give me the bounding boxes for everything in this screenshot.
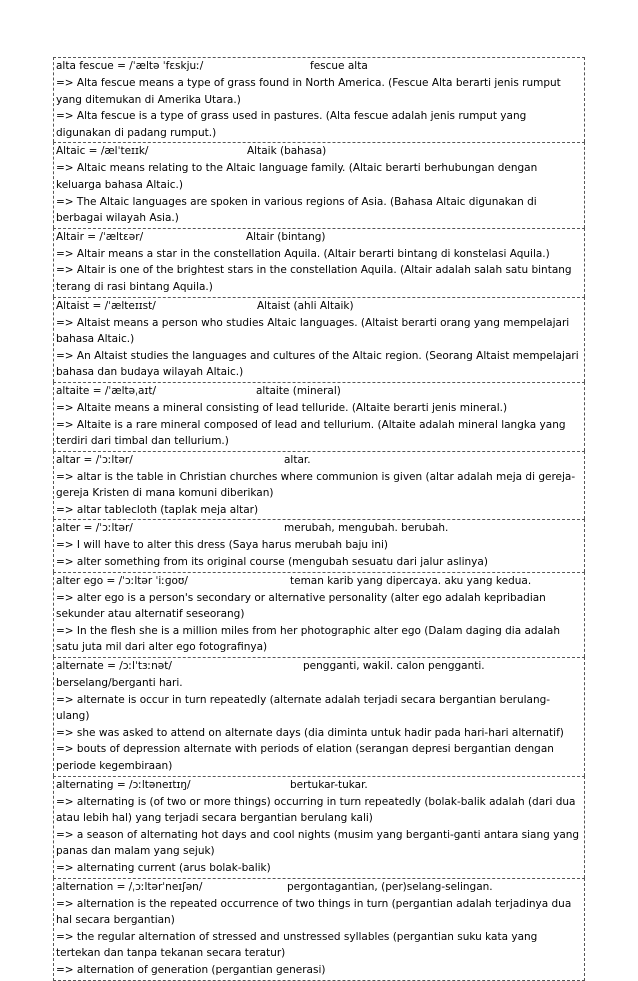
example-sentence: => Altaite means a mineral consisting of lead telluride. (Altaite berarti jenis mineral.) bbox=[56, 401, 508, 414]
dictionary-entry bbox=[53, 228, 585, 297]
entry-term: alter ego = /ˈɔːltər ˈiːɡoʊ/ bbox=[56, 574, 188, 587]
example-sentence: => An Altaist studies the languages and cultures of the Altaic region. (Seorang Altaist mempelajari bahasa dan budaya wilayah Altaic.) bbox=[56, 349, 579, 379]
entry-headword-row bbox=[56, 58, 582, 75]
example-sentence: => Alta fescue is a type of grass used in pastures. (Alta fescue adalah jenis rumput yang digunakan di padang rumput.) bbox=[56, 110, 527, 139]
dictionary-entry bbox=[53, 451, 585, 520]
entry-headword-row bbox=[56, 658, 582, 675]
entry-term: altaite = /ˈæltəˌaɪt/ bbox=[56, 384, 156, 397]
dictionary-entry bbox=[53, 57, 585, 142]
entry-translation: altar. bbox=[284, 453, 311, 466]
entry-headword-row bbox=[56, 573, 582, 590]
entry-translation: Altaist (ahli Altaik) bbox=[257, 299, 354, 312]
example-sentence: => alter something from its original course (mengubah sesuatu dari jalur aslinya) bbox=[56, 556, 488, 569]
entry-translation: bertukar-tukar. bbox=[290, 778, 368, 791]
example-sentence: => altar is the table in Christian churches where communion is given (altar adalah meja di gereja-gereja Kristen di mana komuni diberikan) bbox=[56, 470, 576, 500]
example-sentence: => I will have to alter this dress (Saya harus merubah baju ini) bbox=[56, 539, 388, 552]
example-sentence: => Altair means a star in the constellation Aquila. (Altair berarti bintang di konstelasi Aquila.) bbox=[56, 247, 550, 260]
example-sentence: => a season of alternating hot days and cool nights (musim yang berganti-ganti antara siang yang panas dan malam yang sejuk) bbox=[56, 828, 580, 858]
entry-headword-row bbox=[56, 452, 582, 469]
entry-translation-continued: berselang/berganti hari. bbox=[56, 677, 183, 690]
example-sentence: => Altaist means a person who studies Altaic languages. (Altaist berarti orang yang mempelajari bahasa Altaic.) bbox=[56, 316, 570, 346]
example-sentence: => bouts of depression alternate with periods of elation (serangan depresi bergantian dengan periode kegembiraan) bbox=[56, 743, 554, 772]
entry-translation: pengganti, wakil. calon pengganti. bbox=[303, 660, 485, 673]
dictionary-entry bbox=[53, 142, 585, 227]
entry-translation: teman karib yang dipercaya. aku yang kedua. bbox=[290, 574, 532, 587]
entry-term: alternation = /ˌɔːltərˈneɪʃən/ bbox=[56, 880, 203, 893]
entry-term: alta fescue = /ˈæltə ˈfɛskjuː/ bbox=[56, 60, 204, 72]
entry-translation: merubah, mengubah. berubah. bbox=[284, 522, 449, 535]
entry-headword-row bbox=[56, 383, 582, 400]
example-sentence: => the regular alternation of stressed and unstressed syllables (pergantian suku kata yang tertekan dan tanpa tekanan secara teratur) bbox=[56, 930, 538, 960]
entry-translation: Altair (bintang) bbox=[246, 230, 326, 243]
dictionary-entry bbox=[53, 657, 585, 776]
entry-term: alternate = /ɔːlˈtɜːnət/ bbox=[56, 660, 172, 673]
dictionary-document bbox=[53, 57, 585, 981]
dictionary-entry bbox=[53, 776, 585, 878]
dictionary-entry bbox=[53, 572, 585, 657]
dictionary-entry bbox=[53, 878, 585, 981]
entry-headword-row bbox=[56, 777, 582, 794]
dictionary-entry bbox=[53, 519, 585, 571]
entry-term: alter = /ˈɔːltər/ bbox=[56, 522, 133, 535]
example-sentence: => she was asked to attend on alternate days (dia diminta untuk hadir pada hari-hari alternatif) bbox=[56, 726, 564, 739]
entry-term: altar = /ˈɔːltər/ bbox=[56, 453, 133, 466]
entry-headword-row bbox=[56, 520, 582, 537]
example-sentence: => altar tablecloth (taplak meja altar) bbox=[56, 503, 259, 516]
example-sentence: => alternate is occur in turn repeatedly (alternate adalah terjadi secara bergantian berulang-ulang) bbox=[56, 693, 551, 723]
entry-headword-row bbox=[56, 879, 582, 896]
dictionary-entry bbox=[53, 382, 585, 451]
entry-translation: altaite (mineral) bbox=[256, 384, 341, 397]
entry-term: Altaic = /ælˈteɪɪk/ bbox=[56, 145, 149, 158]
example-sentence: => The Altaic languages are spoken in various regions of Asia. (Bahasa Altaic digunakan di berbagai wilayah Asia.) bbox=[56, 195, 537, 225]
example-sentence: => alternating is (of two or more things) occurring in turn repeatedly (bolak-balik adalah (dari dua atau lebih hal) yang terjadi secara bergantian berulang kali) bbox=[56, 795, 576, 825]
example-sentence: => alternating current (arus bolak-balik) bbox=[56, 861, 271, 874]
entry-term: Altaist = /ˈælteɪɪst/ bbox=[56, 299, 156, 312]
entry-headword-row bbox=[56, 143, 582, 160]
entry-translation: pergontagantian, (per)selang-selingan. bbox=[287, 880, 493, 893]
entry-term: alternating = /ɔːltəneɪtɪŋ/ bbox=[56, 778, 191, 791]
example-sentence: => alternation of generation (pergantian generasi) bbox=[56, 963, 326, 976]
entry-term: Altair = /ˈæltɛər/ bbox=[56, 230, 144, 243]
example-sentence: => Altair is one of the brightest stars in the constellation Aquila. (Altair adalah salah satu bintang terang di rasi bintang Aquila.) bbox=[56, 264, 572, 293]
example-sentence: => Altaite is a rare mineral composed of lead and tellurium. (Altaite adalah mineral langka yang terdiri dari timbal dan tellurium.) bbox=[56, 418, 566, 448]
entry-headword-row bbox=[56, 298, 582, 315]
dictionary-entry bbox=[53, 297, 585, 382]
example-sentence: => In the flesh she is a million miles from her photographic alter ego (Dalam daging dia adalah satu juta mil dari alter ego fotografinya) bbox=[56, 624, 561, 654]
example-sentence: => Alta fescue means a type of grass found in North America. (Fescue Alta berarti jenis rumput yang ditemukan di Amerika Utara.) bbox=[56, 77, 561, 106]
entry-translation: Altaik (bahasa) bbox=[247, 145, 327, 158]
example-sentence: => Altaic means relating to the Altaic language family. (Altaic berarti berhubungan dengan keluarga bahasa Altaic.) bbox=[56, 162, 538, 191]
example-sentence: => alter ego is a person's secondary or alternative personality (alter ego adalah kepribadian sekunder atau alternatif seseorang) bbox=[56, 591, 546, 621]
example-sentence: => alternation is the repeated occurrence of two things in turn (pergantian adalah terjadinya dua hal secara bergantian) bbox=[56, 897, 572, 927]
entry-headword-row bbox=[56, 229, 582, 246]
entry-translation: fescue alta bbox=[310, 60, 368, 72]
